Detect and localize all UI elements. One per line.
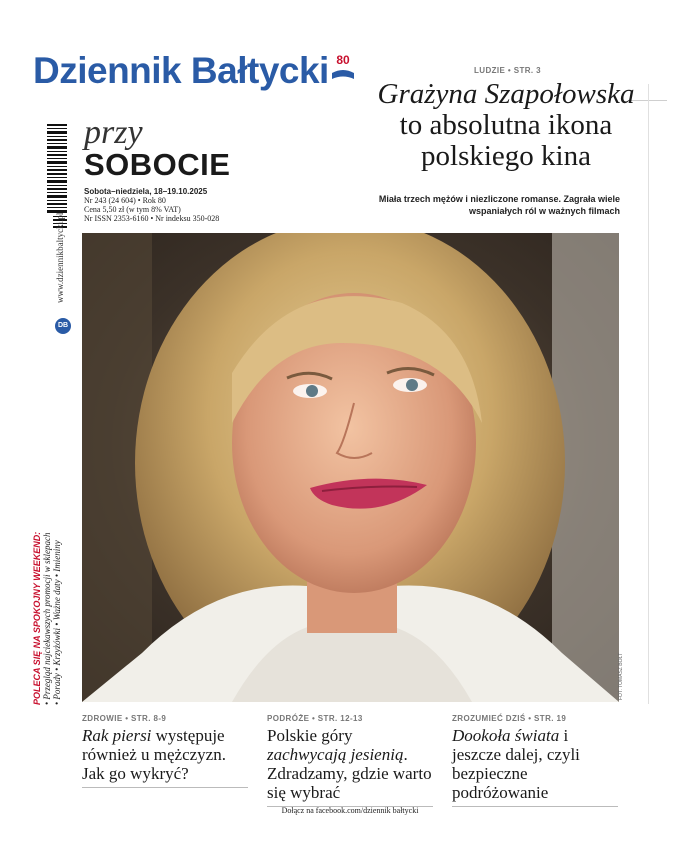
teaser-title — [82, 726, 248, 783]
issue-date: Sobota–niedziela, 18–19.10.2025 — [84, 187, 208, 196]
issue-number: Nr 243 (24 604) • Rok 80 — [84, 196, 166, 205]
teaser-kicker: ZROZUMIEĆ DZIŚ • STR. 19 — [452, 714, 567, 723]
teaser-title-italic: zachwycają jesienią — [267, 745, 404, 764]
teaser-travel[interactable] — [267, 714, 433, 807]
teaser-title-pre: Polskie góry — [267, 726, 353, 745]
lead-headline[interactable] — [365, 79, 647, 172]
issue-issn: Nr ISSN 2353-6160 • Nr indeksu 350-028 — [84, 214, 220, 223]
supplement-sobocie: SOBOCIE — [84, 147, 231, 182]
badge-text: 80 — [336, 53, 350, 67]
teaser-kicker: PODRÓŻE • STR. 12-13 — [267, 714, 363, 723]
supplement-przy: przy — [84, 114, 143, 151]
lead-subtitle-line: Miała trzech mężów i niezliczone romanse. Zagrała wiele — [378, 194, 620, 204]
teaser-title-italic: Rak piersi — [82, 726, 152, 745]
masthead-logo: Dziennik Bałtycki — [33, 50, 329, 91]
teaser-title-rest: . Zdradzamy, gdzie warto się wybrać — [267, 745, 432, 802]
anniversary-badge-icon — [330, 49, 356, 81]
teaser-title-italic: Dookoła świata — [452, 726, 560, 745]
divider — [648, 84, 649, 704]
issue-info — [84, 187, 219, 223]
teaser-title — [452, 726, 618, 802]
website-url[interactable]: www.dziennikbaltycki.pl — [55, 212, 65, 303]
issue-price: Cena 5,50 zł (w tym 8% VAT) — [84, 205, 181, 214]
teaser-title — [267, 726, 433, 802]
cover-photo — [82, 233, 619, 702]
db-logo-icon: DB — [55, 318, 71, 334]
footer-facebook[interactable]: Dołącz na facebook.com/dziennik bałtycki — [281, 806, 419, 815]
photo-credit: FOT. TOMASZ BOŁT — [618, 652, 624, 700]
teaser-title-rest: i jeszcze dalej, czyli bezpieczne podróżowanie — [452, 726, 580, 802]
weekend-recommendations — [32, 532, 62, 705]
teaser-world[interactable] — [452, 714, 618, 807]
recommend-title: POLECA SIĘ NA SPOKOJNY WEEKEND: — [32, 531, 42, 705]
lead-headline-rest: to absolutna ikona polskiego kina — [399, 109, 613, 172]
lead-subtitle — [360, 193, 620, 217]
recommend-line: • Porady • Krzyżówki • Ważne daty • Imieniny — [52, 540, 62, 705]
teaser-kicker: ZDROWIE • STR. 8-9 — [82, 714, 167, 723]
teaser-title-rest: występuje również u mężczyzn. Jak go wykryć? — [82, 726, 226, 783]
lead-subtitle-line: wspaniałych ról w ważnych filmach — [468, 206, 620, 216]
teaser-health[interactable] — [82, 714, 248, 788]
lead-headline-name: Grażyna Szapołowska — [377, 78, 635, 110]
lead-kicker: LUDZIE • STR. 3 — [474, 66, 542, 75]
divider — [82, 787, 248, 788]
recommend-line: • Przegląd najciekawszych promocji w sklepach — [42, 532, 52, 705]
